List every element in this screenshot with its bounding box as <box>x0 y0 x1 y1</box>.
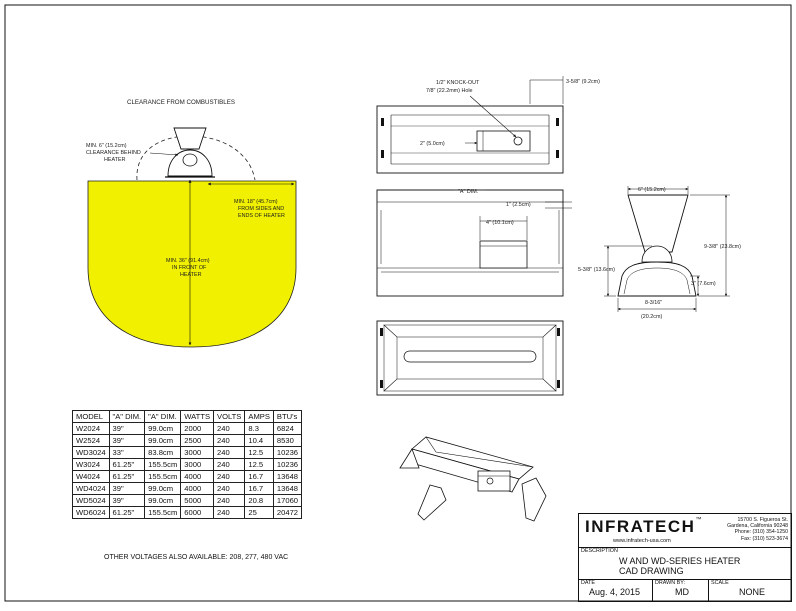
header-a-dim-cm: "A" DIM. <box>145 411 181 423</box>
info-row <box>579 579 791 601</box>
scale-cell <box>709 579 791 601</box>
front-view-outline <box>377 190 563 296</box>
company-website: www.infratech-usa.com <box>613 538 671 544</box>
table-cell: 2500 <box>181 435 214 447</box>
table-cell: 12.5 <box>245 447 274 459</box>
table-cell: 2000 <box>181 423 214 435</box>
table-cell: 61.25" <box>109 459 145 471</box>
table-cell: 17060 <box>273 495 301 507</box>
table-cell: WD4024 <box>73 483 110 495</box>
svg-text:MIN. 18" (45.7cm)FROM SIDES AN <box>234 199 285 219</box>
table-body <box>73 423 302 519</box>
behind-label-2: CLEARANCE BEHIND <box>86 150 141 156</box>
company-row <box>579 514 791 548</box>
table-cell: 99.0cm <box>145 435 181 447</box>
sides-label-1: MIN. 18" (45.7cm) <box>234 199 278 205</box>
description-row <box>579 547 791 580</box>
box-dim-label: 2" (5.0cm) <box>420 141 445 147</box>
side-bottom-dim-label-1: 8-3/16" <box>645 300 663 306</box>
table-row <box>73 423 302 435</box>
heater-element-symbol <box>183 154 197 166</box>
table-cell: 240 <box>214 495 245 507</box>
one-inch-dim-label: 1" (2.5cm) <box>506 202 531 208</box>
bottom-view <box>377 321 563 395</box>
address-phone: Phone: (310) 354-1250 <box>734 529 788 536</box>
side-reflector <box>628 195 688 252</box>
table-row <box>73 495 302 507</box>
table-cell: 10236 <box>273 459 301 471</box>
table-cell: 155.5cm <box>145 459 181 471</box>
table-cell: 12.5 <box>245 459 274 471</box>
table-row <box>73 435 302 447</box>
header-watts: WATTS <box>181 411 214 423</box>
table-row <box>73 447 302 459</box>
front-view <box>377 189 572 296</box>
scale-caption: SCALE <box>711 580 729 586</box>
header-btus: BTU's <box>273 411 301 423</box>
table-cell: 39" <box>109 495 145 507</box>
side-height-dim-label: 9-3/8" (23.8cm) <box>704 244 741 250</box>
table-cell: 240 <box>214 447 245 459</box>
side-top-dim-label: 6" (15.2cm) <box>638 187 666 193</box>
table-cell: 155.5cm <box>145 507 181 519</box>
table-cell: 3000 <box>181 447 214 459</box>
table-cell: WD6024 <box>73 507 110 519</box>
date-caption: DATE <box>581 580 595 586</box>
table-cell: 99.0cm <box>145 483 181 495</box>
clearance-diagram <box>86 99 296 347</box>
top-view-outline <box>377 106 563 173</box>
header-volts: VOLTS <box>214 411 245 423</box>
table-cell: 10236 <box>273 447 301 459</box>
company-address <box>710 517 788 542</box>
side-housing <box>618 262 696 296</box>
junction-box-iso <box>478 471 510 491</box>
sides-label-2: FROM SIDES AND <box>238 206 285 212</box>
four-inch-dim-label: 4" (10.1cm) <box>486 220 514 226</box>
side-3in-dim-label: 3" (7.6cm) <box>691 281 716 287</box>
title-block <box>578 513 792 602</box>
top-dim-right-label: 3-5/8" (9.2cm) <box>566 79 600 85</box>
logo-trademark: ™ <box>695 517 703 523</box>
description-line-1: W AND WD-SERIES HEATER <box>619 556 741 566</box>
table-cell: W4024 <box>73 471 110 483</box>
junction-box-front <box>480 241 527 268</box>
header-model: MODEL <box>73 411 110 423</box>
table-cell: WD5024 <box>73 495 110 507</box>
address-fax: Fax: (310) 523-3674 <box>740 535 788 542</box>
table-cell: 20472 <box>273 507 301 519</box>
date-cell <box>579 579 653 601</box>
table-row <box>73 507 302 519</box>
table-cell: 99.0cm <box>145 495 181 507</box>
side-left-dim-label: 5-3/8" (13.6cm) <box>578 267 615 273</box>
table-cell: 6000 <box>181 507 214 519</box>
svg-text:1/2" KNOCK-OUT7/8" (22.2mm) Ho <box>426 80 480 94</box>
table-cell: WD3024 <box>73 447 110 459</box>
table-header-row <box>73 411 302 423</box>
description-line-2: CAD DRAWING <box>619 566 684 576</box>
table-cell: 20.8 <box>245 495 274 507</box>
table-cell: 240 <box>214 483 245 495</box>
table-cell: 240 <box>214 423 245 435</box>
company-logo <box>585 517 703 537</box>
table-cell: W2024 <box>73 423 110 435</box>
table-cell: 13648 <box>273 483 301 495</box>
table-cell: 39" <box>109 435 145 447</box>
address-line-1: 15700 S. Figueroa St. <box>737 517 788 523</box>
voltage-note: OTHER VOLTAGES ALSO AVAILABLE: 208, 277, 480 VAC <box>104 554 289 561</box>
knockout-label-2: 7/8" (22.2mm) Hole <box>426 88 473 94</box>
front-label-3: HEATER <box>180 272 202 278</box>
side-view <box>578 186 741 320</box>
heater-reflector-symbol <box>174 128 206 149</box>
a-dim-label: "A" DIM. <box>458 189 479 195</box>
table-cell: 83.8cm <box>145 447 181 459</box>
sides-label-3: ENDS OF HEATER <box>238 213 285 219</box>
behind-label-1: MIN. 6" (15.2cm) <box>86 143 127 149</box>
table-cell: 16.7 <box>245 471 274 483</box>
logo-text: INFRATECH <box>585 517 696 536</box>
table-cell: 155.5cm <box>145 471 181 483</box>
table-row <box>73 471 302 483</box>
top-view <box>377 76 600 173</box>
specifications-table <box>72 410 302 519</box>
description-caption: DESCRIPTION <box>581 548 618 554</box>
svg-text:MIN. 6" (15.2cm)CLEARANCE BEHI <box>86 143 141 163</box>
table-cell: 39" <box>109 423 145 435</box>
header-amps: AMPS <box>245 411 274 423</box>
drawn-by-caption: DRAWN BY: <box>655 580 686 586</box>
table-cell: 240 <box>214 459 245 471</box>
table-cell: 13648 <box>273 471 301 483</box>
isometric-view <box>400 437 546 521</box>
table-cell: W2524 <box>73 435 110 447</box>
table-cell: 3000 <box>181 459 214 471</box>
front-label-2: IN FRONT OF <box>172 265 207 271</box>
table-cell: 16.7 <box>245 483 274 495</box>
header-a-dim-in: "A" DIM. <box>109 411 145 423</box>
table-cell: 25 <box>245 507 274 519</box>
table-cell: 8.3 <box>245 423 274 435</box>
table-cell: 240 <box>214 471 245 483</box>
drawn-by-value: MD <box>675 587 689 597</box>
table-cell: 61.25" <box>109 507 145 519</box>
table-cell: 10.4 <box>245 435 274 447</box>
table-cell: 99.0cm <box>145 423 181 435</box>
table-cell: 5000 <box>181 495 214 507</box>
scale-value: NONE <box>739 587 766 597</box>
table-cell: 33" <box>109 447 145 459</box>
side-bottom-dim-label-2: (20.2cm) <box>641 314 663 320</box>
table-cell: 39" <box>109 483 145 495</box>
table-cell: 240 <box>214 507 245 519</box>
description-text <box>619 556 740 576</box>
table-cell: 61.25" <box>109 471 145 483</box>
address-line-2: Gardena, California 90248 <box>727 523 788 530</box>
table-cell: 240 <box>214 435 245 447</box>
behind-leader <box>150 153 178 155</box>
knockout-hole <box>514 137 522 145</box>
svg-text:8-3/16"(20.2cm) <box>641 300 662 320</box>
table-cell: 8530 <box>273 435 301 447</box>
drawn-by-cell <box>653 579 709 601</box>
front-label-1: MIN. 36" (91.4cm) <box>166 258 210 264</box>
clearance-title: CLEARANCE FROM COMBUSTIBLES <box>127 99 235 106</box>
behind-label-3: HEATER <box>104 157 126 163</box>
table-cell: 4000 <box>181 483 214 495</box>
date-value: Aug. 4, 2015 <box>589 587 641 597</box>
heating-element-tube <box>404 351 536 362</box>
table-cell: 6824 <box>273 423 301 435</box>
table-cell: 4000 <box>181 471 214 483</box>
table-row <box>73 483 302 495</box>
table-cell: W3024 <box>73 459 110 471</box>
table-row <box>73 459 302 471</box>
knockout-label-1: 1/2" KNOCK-OUT <box>436 80 480 86</box>
